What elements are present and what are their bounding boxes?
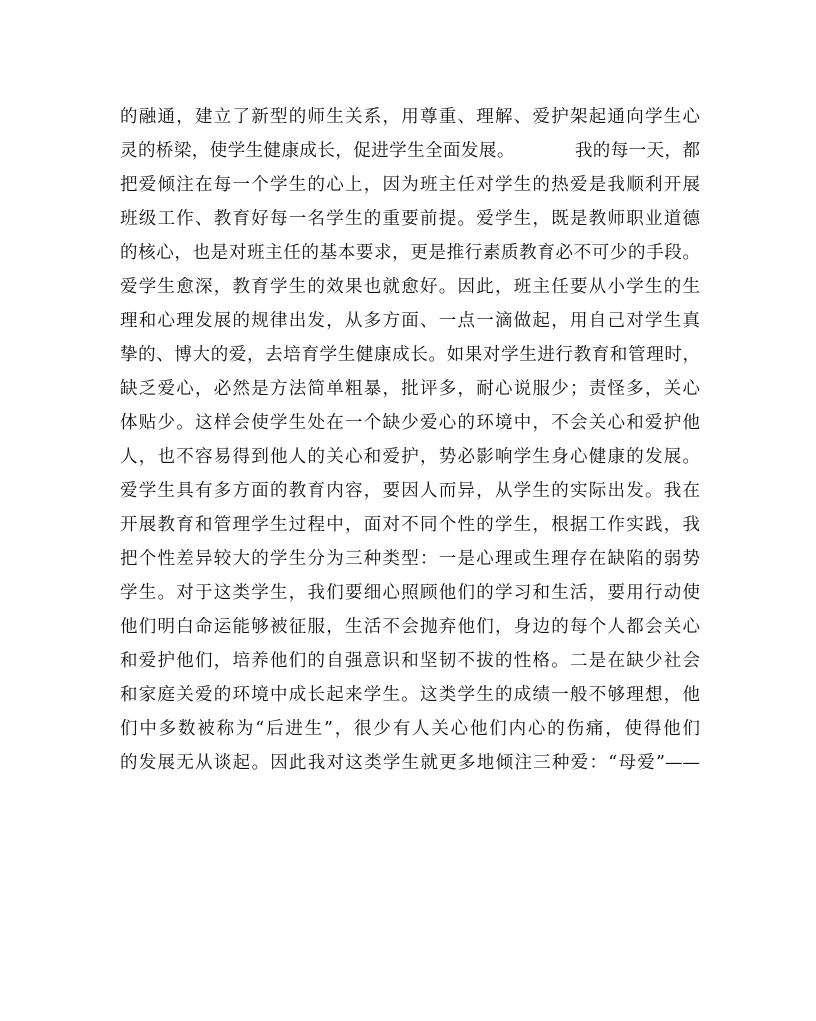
text-line-1: 的融通，建立了新型的师生关系，用尊重、理解、爱护架起通向学生心	[120, 107, 700, 127]
text-line-12: 爱学生具有多方面的教育内容，要因人而异，从学生的实际出发。我在	[120, 481, 700, 501]
text-line-16: 他们明白命运能够被征服，生活不会抛弃他们，身边的每个人都会关心	[120, 617, 700, 637]
text-line-19: 们中多数被称为“后进生”，很少有人关心他们内心的伤痛，使得他们	[120, 719, 700, 739]
text-line-4: 班级工作、教育好每一名学生的重要前提。爱学生，既是教师职业道德	[120, 209, 700, 229]
text-line-13: 开展教育和管理学生过程中，面对不同个性的学生，根据工作实践，我	[120, 515, 700, 535]
text-line-14: 把个性差异较大的学生分为三种类型：一是心理或生理存在缺陷的弱势	[120, 549, 700, 569]
text-line-3: 把爱倾注在每一个学生的心上，因为班主任对学生的热爱是我顺利开展	[120, 175, 700, 195]
text-line-6: 爱学生愈深，教育学生的效果也就愈好。因此，班主任要从小学生的生	[120, 277, 700, 297]
text-line-15: 学生。对于这类学生，我们要细心照顾他们的学习和生活，要用行动使	[120, 583, 700, 603]
text-line-5: 的核心，也是对班主任的基本要求，更是推行素质教育必不可少的手段。	[120, 243, 700, 263]
text-line-17: 和爱护他们，培养他们的自强意识和坚韧不拔的性格。二是在缺少社会	[120, 651, 700, 671]
text-line-18: 和家庭关爱的环境中成长起来学生。这类学生的成绩一般不够理想，他	[120, 685, 700, 705]
text-line-2: 灵的桥梁，使学生健康成长，促进学生全面发展。 我的每一天，都	[120, 141, 700, 161]
text-line-9: 缺乏爱心，必然是方法简单粗暴，批评多，耐心说服少；责怪多，关心	[120, 379, 700, 399]
text-line-11: 人，也不容易得到他人的关心和爱护，势必影响学生身心健康的发展。	[120, 447, 700, 467]
text-line-7: 理和心理发展的规律出发，从多方面、一点一滴做起，用自己对学生真	[120, 311, 700, 331]
text-line-20: 的发展无从谈起。因此我对这类学生就更多地倾注三种爱：“母爱”——	[120, 753, 700, 773]
body-text	[120, 100, 700, 780]
text-line-8: 挚的、博大的爱，去培育学生健康成长。如果对学生进行教育和管理时，	[120, 345, 700, 365]
text-line-10: 体贴少。这样会使学生处在一个缺少爱心的环境中，不会关心和爱护他	[120, 413, 700, 433]
